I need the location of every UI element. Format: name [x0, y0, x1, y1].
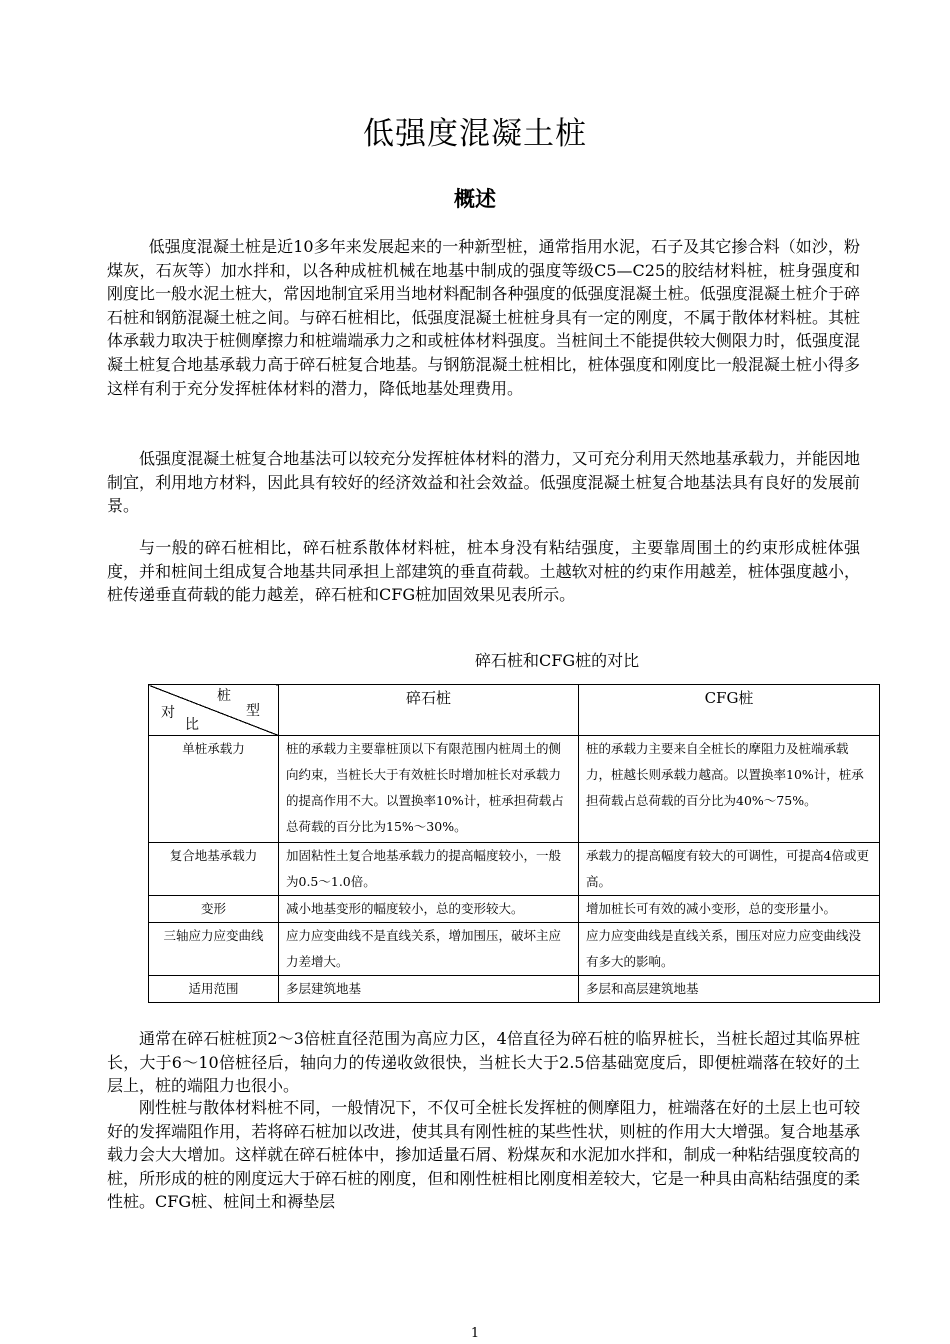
table-row [149, 896, 880, 923]
row-label: 单桩承载力 [149, 736, 279, 843]
row-label: 变形 [149, 896, 279, 923]
row-label: 三轴应力应变曲线 [149, 923, 279, 976]
section-heading: 概述 [454, 187, 496, 211]
table-cell: 增加桩长可有效的减小变形，总的变形量小。 [579, 896, 880, 923]
paragraph-gravel-pile: 与一般的碎石桩相比，碎石桩系散体材料桩，桩本身没有粘结强度，主要靠周围土的约束形成桩体强度，并和桩间土组成复合地基共同承担上部建筑的垂直荷载。土越软对桩的约束作用越差，桩体强度越小，桩传递垂直荷载的能力越差，碎石桩和CFG桩加固效果见表所示。 [107, 538, 860, 605]
paragraph-composite-foundation: 低强度混凝土桩复合地基法可以较充分发挥桩体材料的潜力，又可充分利用天然地基承载力，并能因地制宜，利用地方材料，因此具有较好的经济效益和社会效益。低强度混凝土桩复合地基法具有良好的发展前景。 [107, 449, 860, 516]
table-cell: 桩的承载力主要靠桩顶以下有限范围内桩周土的侧向约束，当桩长大于有效桩长时增加桩长对承载力的提高作用不大。以置换率10%计，桩承担荷载占总荷载的百分比为15%～30%。 [279, 736, 579, 843]
table-cell: 加固粘性土复合地基承载力的提高幅度较小，一般为0.5～1.0倍。 [279, 843, 579, 896]
table-corner-cell [149, 685, 279, 736]
table-cell: 多层建筑地基 [279, 976, 579, 1003]
table-cell: 承载力的提高幅度有较大的可调性，可提高4倍或更高。 [579, 843, 880, 896]
corner-label-compare: 对 [161, 705, 175, 721]
table-row [149, 736, 880, 843]
paragraph-intro: 低强度混凝土桩是近10多年来发展起来的一种新型桩，通常指用水泥，石子及其它掺合料（如沙，粉煤灰，石灰等）加水拌和，以各种成桩机械在地基中制成的强度等级C5—C25的胶结材料桩，桩身强度和刚度比一般水泥土桩大，常因地制宜采用当地材料配制各种强度的低强度混凝土桩。低强度混凝土桩介于碎石桩和钢筋混凝土桩之间。与碎石桩相比，低强度混凝土桩桩身具有一定的刚度，不属于散体材料桩。其桩体承载力取决于桩侧摩擦力和桩端端承力之和或桩体材料强度。当桩间土不能提供较大侧限力时，低强度混凝土桩复合地基承载力高于碎石桩复合地基。与钢筋混凝土桩相比，桩体强度和刚度比一般混凝土桩小得多这样有利于充分发挥桩体材料的潜力，降低地基处理费用。 [107, 237, 860, 398]
page-title: 低强度混凝土桩 [363, 116, 587, 152]
table-row [149, 976, 880, 1003]
table-row [149, 843, 880, 896]
paragraph-stress-zone: 通常在碎石桩桩顶2～3倍桩直径范围为高应力区，4倍直径为碎石桩的临界桩长，当桩长超过其临界桩长，大于6～10倍桩径后，轴向力的传递收敛很快，当桩长大于2.5倍基础宽度后，即便桩端落在较好的土层上，桩的端阻力也很小。 [107, 1029, 860, 1096]
corner-label-type: 型 [246, 703, 260, 719]
page-number: 1 [470, 1326, 480, 1341]
table-cell: 应力应变曲线是直线关系，围压对应力应变曲线没有多大的影响。 [579, 923, 880, 976]
table-cell: 应力应变曲线不是直线关系，增加围压，破坏主应力差增大。 [279, 923, 579, 976]
table-cell: 桩的承载力主要来自全桩长的摩阻力及桩端承载力，桩越长则承载力越高。以置换率10%计，桩承担荷载占总荷载的百分比为40%～75%。 [579, 736, 880, 843]
column-header-cfg-pile: CFG桩 [579, 685, 880, 736]
corner-label-ratio: 比 [185, 717, 199, 733]
row-label: 适用范围 [149, 976, 279, 1003]
table-caption: 碎石桩和CFG桩的对比 [475, 651, 640, 670]
table-header-row [149, 685, 880, 736]
column-header-gravel-pile: 碎石桩 [279, 685, 579, 736]
table-row [149, 923, 880, 976]
paragraph-rigid-pile: 刚性桩与散体材料桩不同，一般情况下，不仅可全桩长发挥桩的侧摩阻力，桩端落在好的土层上也可较好的发挥端阻作用，若将碎石桩加以改进，使其具有刚性桩的某些性状，则桩的作用大大增强。复合地基承载力会大大增加。这样就在碎石桩体中，掺加适量石屑、粉煤灰和水泥加水拌和，制成一种粘结强度较高的桩，所形成的桩的刚度远大于碎石桩的刚度，但和刚性桩相比刚度相差较大，它是一种具由高粘结强度的柔性桩。CFG桩、桩间土和褥垫层 [107, 1098, 860, 1212]
row-label: 复合地基承载力 [149, 843, 279, 896]
table-cell: 多层和高层建筑地基 [579, 976, 880, 1003]
comparison-table [148, 684, 880, 1003]
corner-label-pile: 桩 [217, 688, 231, 704]
table-cell: 减小地基变形的幅度较小，总的变形较大。 [279, 896, 579, 923]
